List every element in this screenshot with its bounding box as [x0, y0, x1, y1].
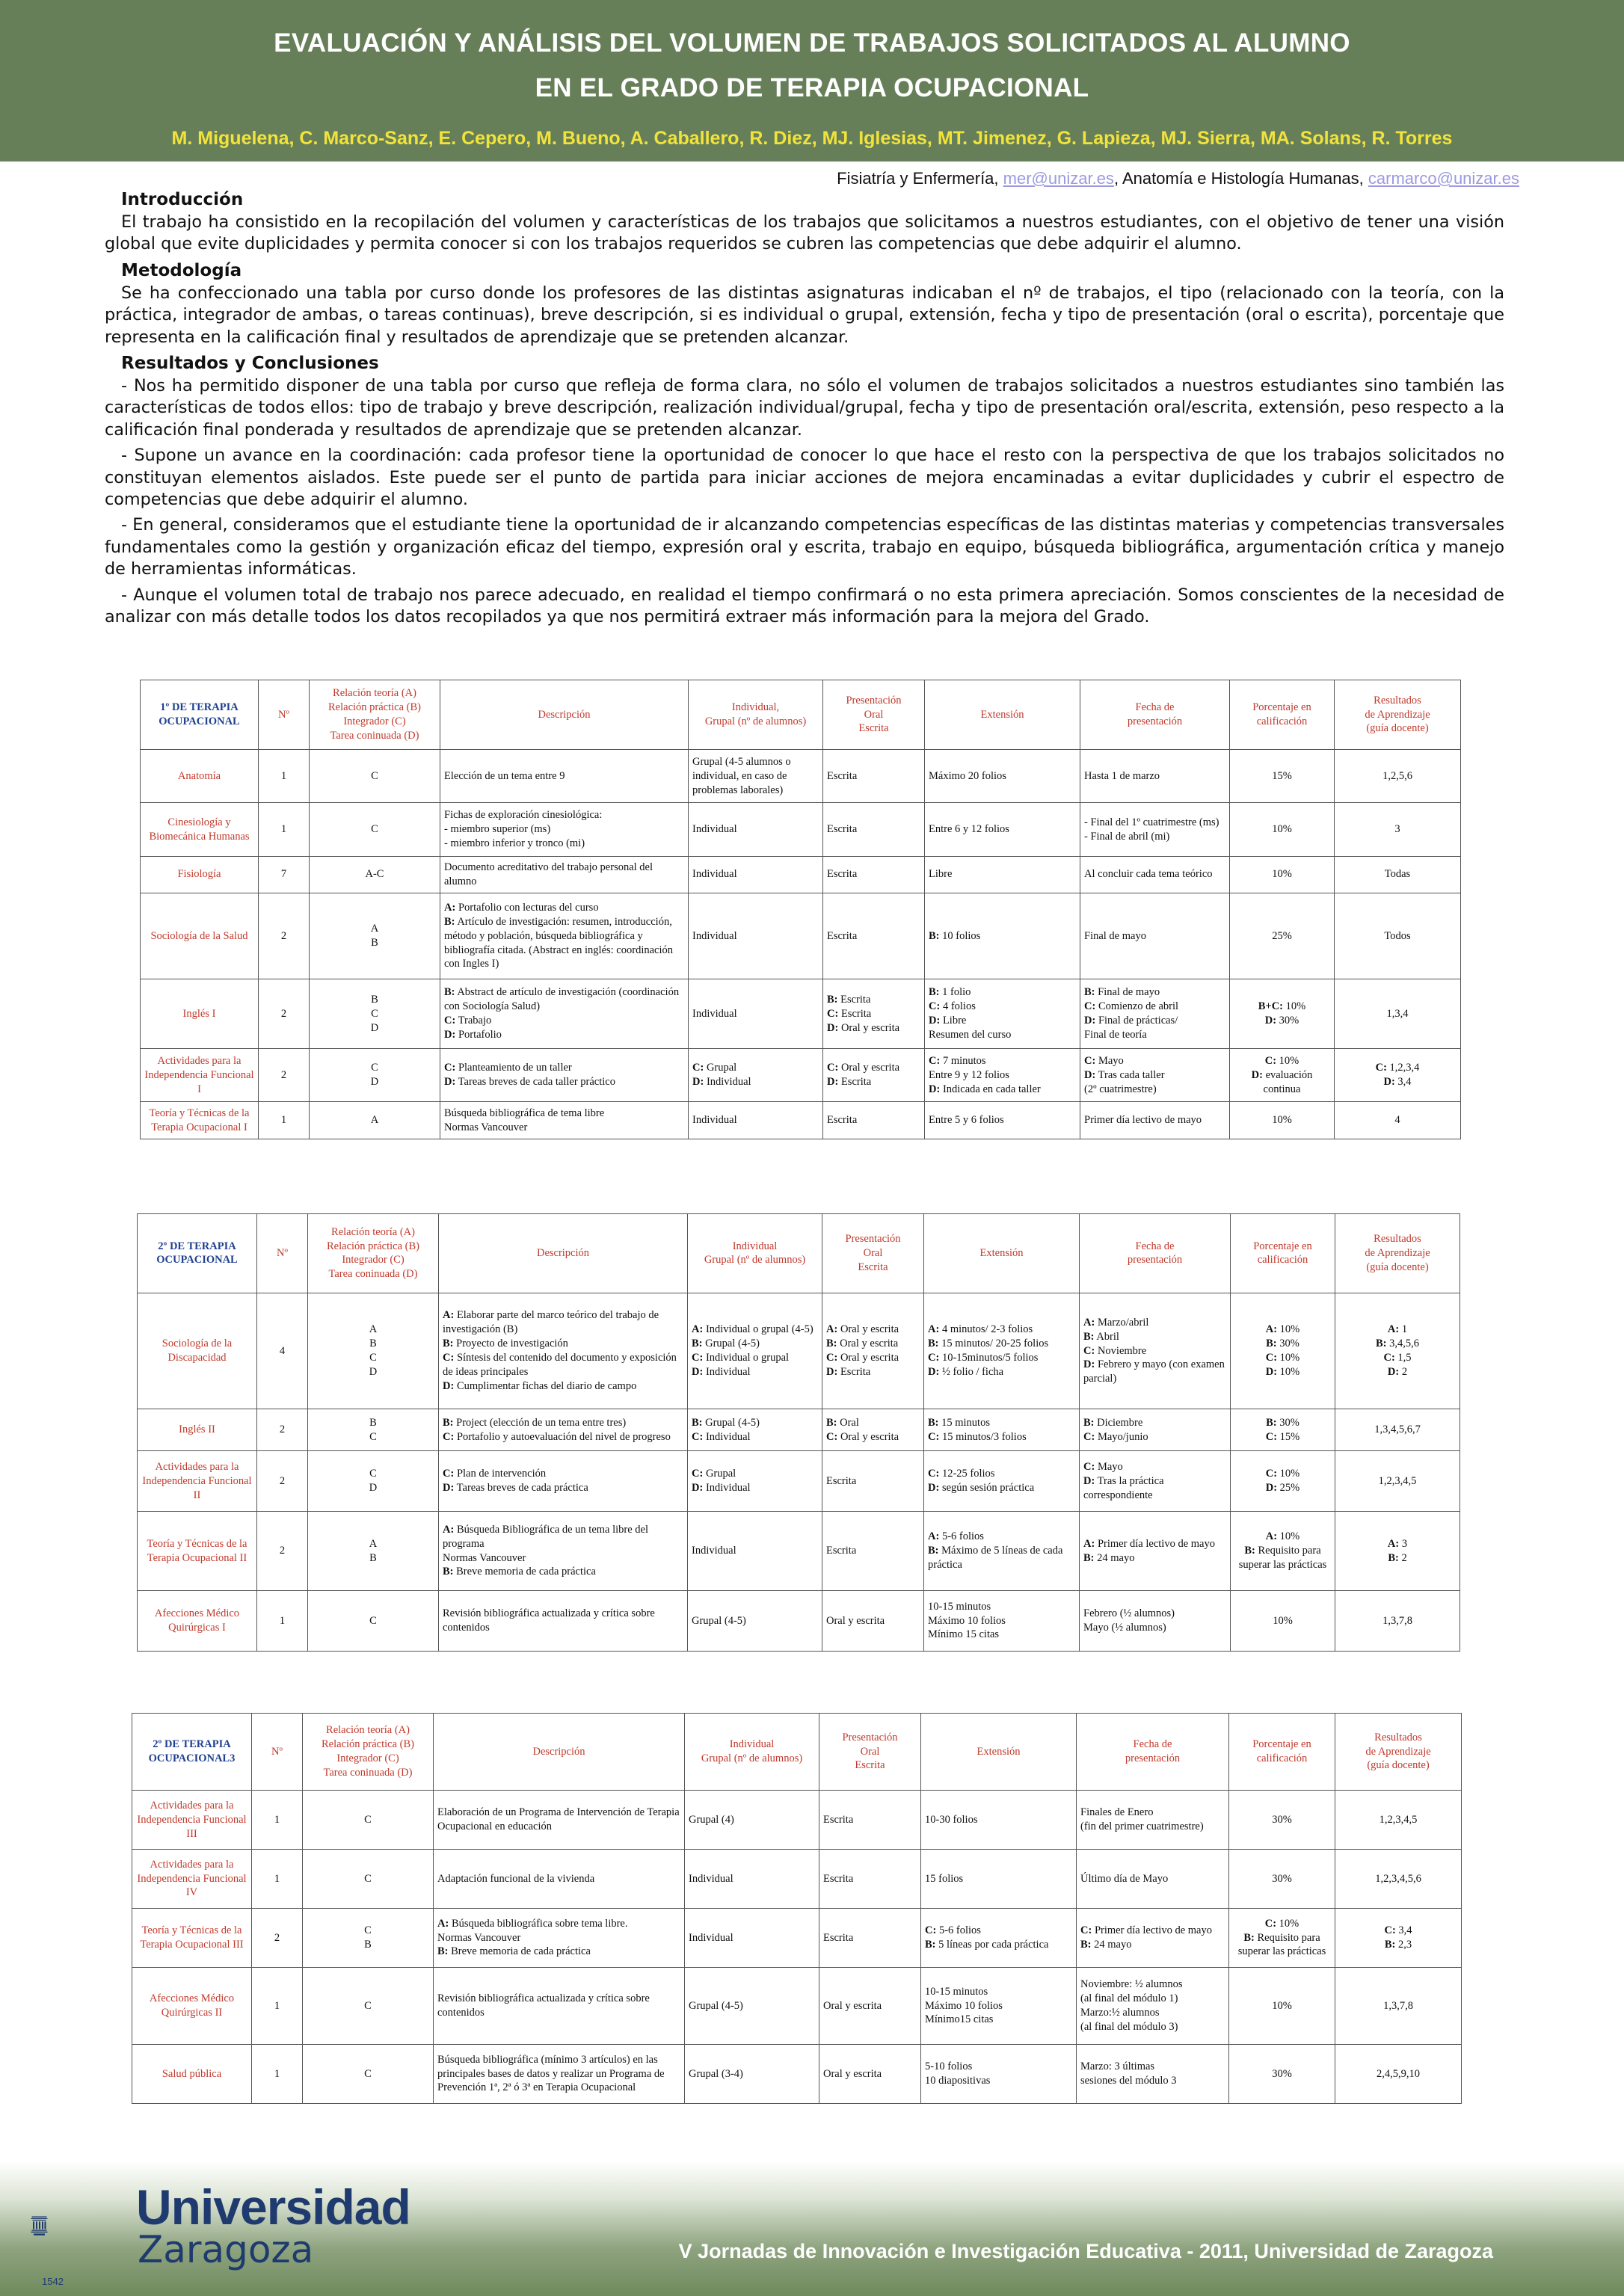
table-row: [141, 1102, 1461, 1139]
table-cell: Escrita: [819, 1850, 921, 1909]
table-cell: B: Grupal (4-5) C: Individual: [688, 1409, 822, 1451]
table-row: [138, 1590, 1460, 1651]
logo-caption: 1542: [42, 2276, 64, 2287]
column-header: Presentación Oral Escrita: [823, 680, 925, 750]
table-cell: C D: [310, 1049, 440, 1102]
subject-cell: Inglés I: [141, 979, 259, 1049]
table-cell: 1: [252, 1791, 303, 1850]
affiliation-dept2: , Anatomía e Histología Humanas,: [1113, 169, 1364, 188]
table-cell: 1: [257, 1590, 308, 1651]
table-cell: C: Mayo D: Tras la práctica correspondiente: [1080, 1451, 1231, 1512]
column-header: Relación teoría (A) Relación práctica (B) Integrador (C) Tarea coninuada (D): [310, 680, 440, 750]
table-cell: 1: [259, 1102, 310, 1139]
table-cell: Fichas de exploración cinesiológica: - miembro superior (ms) - miembro inferior y tronco (mi): [440, 803, 689, 856]
subject-cell: Cinesiología y Biomecánica Humanas: [141, 803, 259, 856]
table-cell: A: 1 B: 3,4,5,6 C: 1,5 D: 2: [1335, 1293, 1460, 1409]
table-cell: Escrita: [819, 1908, 921, 1967]
table-cell: Escrita: [822, 1512, 924, 1591]
column-header: Resultados de Aprendizaje (guía docente): [1335, 1214, 1460, 1293]
table-cell: 2: [252, 1908, 303, 1967]
method-paragraph: Se ha confeccionado una tabla por curso donde los profesores de las distintas asignaturas indicaban el nº de trabajos, el tipo (relacionado con la teoría, con la práctica, integrador de ambas, o tareas continuas), breve descripción, si es individual o grupal, extensión, fecha y tipo de presentación (oral o escrita), porcentaje que representa en la calificación final y resultados de aprendizaje que se pretenden alcanzar.: [105, 283, 1504, 347]
table-cell: A: Portafolio con lecturas del curso B: Artículo de investigación: resumen, introducción, método y población, búsqueda bibliográfica y bibliografía citada. (Abstract en inglés: coordinación con Ingles I): [440, 893, 689, 979]
table-cell: Elección de un tema entre 9: [440, 750, 689, 803]
table-cell: C: Mayo D: Tras cada taller (2º cuatrimestre): [1080, 1049, 1230, 1102]
table-cell: C: Plan de intervención D: Tareas breves de cada práctica: [439, 1451, 688, 1512]
table-cell: Individual: [689, 979, 823, 1049]
column-header: Nº: [259, 680, 310, 750]
table-cell: B: Oral C: Oral y escrita: [822, 1409, 924, 1451]
course-label: 2º DE TERAPIA OCUPACIONAL: [138, 1214, 257, 1293]
table-cell: 4: [257, 1293, 308, 1409]
table-cell: 1: [259, 750, 310, 803]
course-table-1: [140, 680, 1461, 1139]
column-header: Individual, Grupal (nº de alumnos): [689, 680, 823, 750]
table-cell: B: 30% C: 15%: [1231, 1409, 1335, 1451]
table-cell: B: Abstract de artículo de investigación (coordinación con Sociología Salud) C: Trabajo D: Portafolio: [440, 979, 689, 1049]
table-cell: C: 7 minutos Entre 9 y 12 folios D: Indicada en cada taller: [925, 1049, 1080, 1102]
table-row: [141, 856, 1461, 893]
table-cell: C: 5-6 folios B: 5 líneas por cada práctica: [921, 1908, 1077, 1967]
table-cell: Último día de Mayo: [1077, 1850, 1229, 1909]
table-cell: Individual: [685, 1908, 819, 1967]
table-row: [132, 2045, 1462, 2104]
table-cell: C: 10% D: evaluación continua: [1230, 1049, 1335, 1102]
table-cell: 2: [259, 893, 310, 979]
table-cell: Escrita: [822, 1451, 924, 1512]
table-cell: Escrita: [823, 750, 925, 803]
table-cell: Todos: [1335, 893, 1461, 979]
table-cell: 4: [1335, 1102, 1461, 1139]
conference-name: V Jornadas de Innovación e Investigación Educativa - 2011, Universidad de Zaragoza: [678, 2240, 1493, 2262]
intro-paragraph: El trabajo ha consistido en la recopilación del volumen y características de los trabajos que solicitamos a nuestros estudiantes, con el objetivo de tener una visión global que evite duplicidades y permita conocer si con los trabajos requeridos se cubren las competencias que debe adquirir el alumno.: [105, 212, 1504, 254]
table-cell: A-C: [310, 856, 440, 893]
column-header: Descripción: [440, 680, 689, 750]
table-cell: C: 12-25 folios D: según sesión práctica: [924, 1451, 1080, 1512]
table-cell: B C D: [310, 979, 440, 1049]
table-cell: Elaboración de un Programa de Intervención de Terapia Ocupacional en educación: [434, 1791, 685, 1850]
table-cell: 1: [252, 1850, 303, 1909]
table-cell: Documento acreditativo del trabajo personal del alumno: [440, 856, 689, 893]
table-cell: Búsqueda bibliográfica de tema libre Normas Vancouver: [440, 1102, 689, 1139]
column-header: Extensión: [921, 1714, 1077, 1791]
column-header: Extensión: [925, 680, 1080, 750]
table-cell: A: Primer día lectivo de mayo B: 24 mayo: [1080, 1512, 1231, 1591]
subject-cell: Afecciones Médico Quirúrgicas II: [132, 1967, 252, 2044]
table-cell: 10%: [1230, 856, 1335, 893]
subject-cell: Sociología de la Salud: [141, 893, 259, 979]
affiliation-dept1: Fisiatría y Enfermería,: [837, 169, 999, 188]
table-cell: Máximo 20 folios: [925, 750, 1080, 803]
table-cell: A: Búsqueda Bibliográfica de un tema libre del programa Normas Vancouver B: Breve memoria de cada práctica: [439, 1512, 688, 1591]
table-cell: 2: [259, 1049, 310, 1102]
results-paragraph: - Aunque el volumen total de trabajo nos parece adecuado, en realidad el tiempo confirmará o no esta primera apreciación. Somos conscientes de la necesidad de analizar con más detalle todos los datos recopilados ya que nos permitirá extraer más información para la mejora del Grado.: [105, 585, 1504, 627]
subject-cell: Teoría y Técnicas de la Terapia Ocupacional II: [138, 1512, 257, 1591]
table-cell: A: Búsqueda bibliográfica sobre tema libre. Normas Vancouver B: Breve memoria de cada práctica: [434, 1908, 685, 1967]
table-cell: C: [303, 2045, 434, 2104]
course-label: 2º DE TERAPIA OCUPACIONAL3: [132, 1714, 252, 1791]
subject-cell: Teoría y Técnicas de la Terapia Ocupacional I: [141, 1102, 259, 1139]
table-cell: Individual: [688, 1512, 822, 1591]
column-header: Extensión: [924, 1214, 1080, 1293]
table-cell: 7: [259, 856, 310, 893]
table-cell: Oral y escrita: [819, 1967, 921, 2044]
table-cell: Grupal (4-5 alumnos o individual, en caso de problemas laborales): [689, 750, 823, 803]
table-cell: Oral y escrita: [822, 1590, 924, 1651]
table-cell: C: 10% D: 25%: [1231, 1451, 1335, 1512]
column-header: Presentación Oral Escrita: [822, 1214, 924, 1293]
poster-title-line1: EVALUACIÓN Y ANÁLISIS DEL VOLUMEN DE TRABAJOS SOLICITADOS AL ALUMNO: [274, 28, 1350, 58]
table-cell: Noviembre: ½ alumnos (al final del módulo 1) Marzo:½ alumnos (al final del módulo 3): [1077, 1967, 1229, 2044]
table-cell: - Final del 1º cuatrimestre (ms) - Final de abril (mi): [1080, 803, 1230, 856]
table-cell: 5-10 folios 10 diapositivas: [921, 2045, 1077, 2104]
table-cell: Todas: [1335, 856, 1461, 893]
table-cell: C: Oral y escrita D: Escrita: [823, 1049, 925, 1102]
table-cell: Escrita: [823, 1102, 925, 1139]
column-header: Individual Grupal (nº de alumnos): [688, 1214, 822, 1293]
subject-cell: Actividades para la Independencia Funcional III: [132, 1791, 252, 1850]
table-cell: C: 1,2,3,4 D: 3,4: [1335, 1049, 1461, 1102]
poster-title-line2: EN EL GRADO DE TERAPIA OCUPACIONAL: [535, 73, 1089, 102]
table-cell: B: Escrita C: Escrita D: Oral y escrita: [823, 979, 925, 1049]
table-cell: 15%: [1230, 750, 1335, 803]
column-header: Descripción: [434, 1714, 685, 1791]
table-header-row: [141, 680, 1461, 750]
results-heading: Resultados y Conclusiones: [121, 354, 379, 374]
table-cell: C D: [308, 1451, 439, 1512]
column-header: Nº: [257, 1214, 308, 1293]
table-cell: Febrero (½ alumnos) Mayo (½ alumnos): [1080, 1590, 1231, 1651]
column-header: Relación teoría (A) Relación práctica (B) Integrador (C) Tarea coninuada (D): [303, 1714, 434, 1791]
table-cell: B+C: 10% D: 30%: [1230, 979, 1335, 1049]
subject-cell: Actividades para la Independencia Funcional II: [138, 1451, 257, 1512]
table-cell: 1,2,3,4,5,6: [1335, 1850, 1462, 1909]
table-cell: 1: [252, 1967, 303, 2044]
subject-cell: Salud pública: [132, 2045, 252, 2104]
table-cell: Grupal (4-5): [685, 1967, 819, 2044]
email-link-1[interactable]: mer@unizar.es: [1003, 169, 1114, 188]
table-cell: 25%: [1230, 893, 1335, 979]
results-paragraph: - En general, consideramos que el estudiante tiene la oportunidad de ir alcanzando competencias específicas de las distintas materias y competencias transversales fundamentales como la gestión y organización eficaz del tiempo, expresión oral y escrita, trabajo en equipo, búsqueda bibliográfica, argumentación crítica y manejo de herramientas informáticas.: [105, 515, 1504, 579]
table-row: [141, 893, 1461, 979]
table-cell: Grupal (4-5): [688, 1590, 822, 1651]
table-cell: 1,3,4,5,6,7: [1335, 1409, 1460, 1451]
table-cell: A: 10% B: Requisito para superar las prácticas: [1231, 1512, 1335, 1591]
table-cell: C: [303, 1850, 434, 1909]
header-banner: [0, 0, 1624, 161]
table-cell: A: 3 B: 2: [1335, 1512, 1460, 1591]
table-header-row: [132, 1714, 1462, 1791]
table-cell: 30%: [1229, 1791, 1335, 1850]
table-row: [141, 979, 1461, 1049]
table-cell: Al concluir cada tema teórico: [1080, 856, 1230, 893]
table-cell: A B: [308, 1512, 439, 1591]
table-cell: Entre 5 y 6 folios: [925, 1102, 1080, 1139]
table-cell: Finales de Enero (fin del primer cuatrimestre): [1077, 1791, 1229, 1850]
university-logo-city: Zaragoza: [138, 2228, 314, 2271]
table-row: [132, 1791, 1462, 1850]
table-cell: 1,3,7,8: [1335, 1967, 1462, 2044]
column-header: Relación teoría (A) Relación práctica (B) Integrador (C) Tarea coninuada (D): [308, 1214, 439, 1293]
course-table-2: [137, 1213, 1460, 1652]
table-cell: C: Grupal D: Individual: [688, 1451, 822, 1512]
table-cell: Escrita: [823, 856, 925, 893]
subject-cell: Afecciones Médico Quirúrgicas I: [138, 1590, 257, 1651]
table-cell: 10-15 minutos Máximo 10 folios Mínimo 15 citas: [924, 1590, 1080, 1651]
table-cell: 3: [1335, 803, 1461, 856]
table-cell: Final de mayo: [1080, 893, 1230, 979]
table-cell: 1,2,3,4,5: [1335, 1791, 1462, 1850]
table-row: [138, 1512, 1460, 1591]
table-cell: 10-30 folios: [921, 1791, 1077, 1850]
table-cell: 1,3,7,8: [1335, 1590, 1460, 1651]
table-cell: A: Elaborar parte del marco teórico del trabajo de investigación (B) B: Proyecto de investigación C: Síntesis del contenido del documento y exposición de ideas principales D: Cumplimentar fichas del diario de campo: [439, 1293, 688, 1409]
course-table-3: [132, 1713, 1462, 2104]
column-header: Individual Grupal (nº de alumnos): [685, 1714, 819, 1791]
table-cell: Adaptación funcional de la vivienda: [434, 1850, 685, 1909]
table-cell: Marzo: 3 últimas sesiones del módulo 3: [1077, 2045, 1229, 2104]
table-cell: 2: [257, 1409, 308, 1451]
table-cell: Revisión bibliográfica actualizada y crítica sobre contenidos: [439, 1590, 688, 1651]
table-cell: C: Primer día lectivo de mayo B: 24 mayo: [1077, 1908, 1229, 1967]
table-cell: Hasta 1 de marzo: [1080, 750, 1230, 803]
table-cell: A B: [310, 893, 440, 979]
table-cell: B: Final de mayo C: Comienzo de abril D: Final de prácticas/ Final de teoría: [1080, 979, 1230, 1049]
table-cell: 30%: [1229, 1850, 1335, 1909]
table-cell: 2: [257, 1451, 308, 1512]
subject-cell: Teoría y Técnicas de la Terapia Ocupacional III: [132, 1908, 252, 1967]
table-cell: A: [310, 1102, 440, 1139]
table-cell: 1: [259, 803, 310, 856]
column-header: Nº: [252, 1714, 303, 1791]
poster-body-text: [105, 188, 1504, 633]
table-cell: 1,2,3,4,5: [1335, 1451, 1460, 1512]
table-cell: C: [303, 1967, 434, 2044]
table-cell: Búsqueda bibliográfica (mínimo 3 artículos) en las principales bases de datos y realizar un Programa de Prevención 1ª, 2ª ó 3ª en Terapia Ocupacional: [434, 2045, 685, 2104]
table-cell: 1: [252, 2045, 303, 2104]
table-cell: Entre 6 y 12 folios: [925, 803, 1080, 856]
table-cell: Libre: [925, 856, 1080, 893]
table-header-row: [138, 1214, 1460, 1293]
table-cell: B: 15 minutos C: 15 minutos/3 folios: [924, 1409, 1080, 1451]
results-paragraph: - Nos ha permitido disponer de una tabla por curso que refleja de forma clara, no sólo el volumen de trabajos solicitados a nuestros estudiantes sino también las características de todos ellos: tipo de trabajo y breve descripción, realización individual/grupal, fecha y tipo de presentación oral/escrita, extensión, peso respecto a la calificación final ponderada y resultados de aprendizaje que se pretenden alcanzar.: [105, 376, 1504, 440]
table-row: [141, 750, 1461, 803]
table-cell: Individual: [689, 803, 823, 856]
table-cell: Grupal (4): [685, 1791, 819, 1850]
authors-list: M. Miguelena, C. Marco-Sanz, E. Cepero, M. Bueno, A. Caballero, R. Diez, MJ. Iglesias, MT. Jimenez, G. Lapieza, MJ. Sierra, MA. Solans, R. Torres: [171, 128, 1453, 149]
table-cell: A: 10% B: 30% C: 10% D: 10%: [1231, 1293, 1335, 1409]
table-cell: B: 1 folio C: 4 folios D: Libre Resumen del curso: [925, 979, 1080, 1049]
table-cell: Escrita: [823, 803, 925, 856]
table-cell: C B: [303, 1908, 434, 1967]
table-cell: 2: [259, 979, 310, 1049]
table-cell: B C: [308, 1409, 439, 1451]
column-header: Fecha de presentación: [1077, 1714, 1229, 1791]
table-cell: Escrita: [819, 1791, 921, 1850]
method-heading: Metodología: [121, 260, 242, 280]
course-label: 1º DE TERAPIA OCUPACIONAL: [141, 680, 259, 750]
table-cell: 2,4,5,9,10: [1335, 2045, 1462, 2104]
table-cell: A: 4 minutos/ 2-3 folios B: 15 minutos/ 20-25 folios C: 10-15minutos/5 folios D: ½ folio / ficha: [924, 1293, 1080, 1409]
subject-cell: Inglés II: [138, 1409, 257, 1451]
subject-cell: Anatomía: [141, 750, 259, 803]
table-row: [138, 1409, 1460, 1451]
table-cell: C: 10% B: Requisito para superar las prácticas: [1229, 1908, 1335, 1967]
column-header: Fecha de presentación: [1080, 680, 1230, 750]
intro-heading: Introducción: [121, 190, 244, 209]
table-row: [132, 1908, 1462, 1967]
column-header: Fecha de presentación: [1080, 1214, 1231, 1293]
table-cell: 10-15 minutos Máximo 10 folios Mínimo15 citas: [921, 1967, 1077, 2044]
table-cell: C: [308, 1590, 439, 1651]
table-cell: Individual: [689, 1102, 823, 1139]
email-link-2[interactable]: carmarco@unizar.es: [1368, 169, 1519, 188]
university-building-icon: [30, 2183, 127, 2273]
table-cell: Escrita: [823, 893, 925, 979]
table-cell: 10%: [1229, 1967, 1335, 2044]
table-cell: B: Diciembre C: Mayo/junio: [1080, 1409, 1231, 1451]
table-cell: Individual: [689, 893, 823, 979]
table-cell: C: [310, 750, 440, 803]
table-cell: 2: [257, 1512, 308, 1591]
table-cell: 10%: [1231, 1590, 1335, 1651]
table-cell: Individual: [689, 856, 823, 893]
table-row: [138, 1293, 1460, 1409]
table-cell: C: [310, 803, 440, 856]
column-header: Descripción: [439, 1214, 688, 1293]
table-cell: A: 5-6 folios B: Máximo de 5 líneas de cada práctica: [924, 1512, 1080, 1591]
table-row: [141, 803, 1461, 856]
column-header: Resultados de Aprendizaje (guía docente): [1335, 680, 1461, 750]
table-cell: Oral y escrita: [819, 2045, 921, 2104]
table-cell: A: Marzo/abril B: Abril C: Noviembre D: Febrero y mayo (con examen parcial): [1080, 1293, 1231, 1409]
table-cell: A: Oral y escrita B: Oral y escrita C: Oral y escrita D: Escrita: [822, 1293, 924, 1409]
table-cell: C: [303, 1791, 434, 1850]
table-cell: 30%: [1229, 2045, 1335, 2104]
table-cell: 15 folios: [921, 1850, 1077, 1909]
table-cell: Grupal (3-4): [685, 2045, 819, 2104]
subject-cell: Actividades para la Independencia Funcional I: [141, 1049, 259, 1102]
column-header: Porcentaje en calificación: [1229, 1714, 1335, 1791]
subject-cell: Fisiología: [141, 856, 259, 893]
table-cell: C: Planteamiento de un taller D: Tareas breves de cada taller práctico: [440, 1049, 689, 1102]
table-row: [132, 1967, 1462, 2044]
table-row: [138, 1451, 1460, 1512]
table-cell: B: Project (elección de un tema entre tres) C: Portafolio y autoevaluación del nivel de progreso: [439, 1409, 688, 1451]
column-header: Resultados de Aprendizaje (guía docente): [1335, 1714, 1462, 1791]
subject-cell: Sociología de la Discapacidad: [138, 1293, 257, 1409]
university-logo-word: Universidad: [136, 2179, 410, 2235]
column-header: Porcentaje en calificación: [1230, 680, 1335, 750]
column-header: Presentación Oral Escrita: [819, 1714, 921, 1791]
table-cell: A B C D: [308, 1293, 439, 1409]
table-cell: B: 10 folios: [925, 893, 1080, 979]
table-cell: Primer día lectivo de mayo: [1080, 1102, 1230, 1139]
results-paragraph: - Supone un avance en la coordinación: cada profesor tiene la oportunidad de conocer lo que hace el resto con la perspectiva de que los trabajos solicitados no constituyan elementos aislados. Este puede ser el punto de partida para iniciar acciones de mejora encaminadas a evitar duplicidades y cubrir el espectro de competencias que debe adquirir el alumno.: [105, 446, 1504, 510]
table-cell: A: Individual o grupal (4-5) B: Grupal (4-5) C: Individual o grupal D: Individual: [688, 1293, 822, 1409]
table-row: [141, 1049, 1461, 1102]
table-cell: Revisión bibliográfica actualizada y crítica sobre contenidos: [434, 1967, 685, 2044]
table-row: [132, 1850, 1462, 1909]
table-cell: 1,2,5,6: [1335, 750, 1461, 803]
table-cell: C: 3,4 B: 2,3: [1335, 1908, 1462, 1967]
table-cell: C: Grupal D: Individual: [689, 1049, 823, 1102]
table-cell: 1,3,4: [1335, 979, 1461, 1049]
affiliation: [837, 169, 1519, 188]
table-cell: Individual: [685, 1850, 819, 1909]
table-cell: 10%: [1230, 803, 1335, 856]
subject-cell: Actividades para la Independencia Funcional IV: [132, 1850, 252, 1909]
table-cell: 10%: [1230, 1102, 1335, 1139]
column-header: Porcentaje en calificación: [1231, 1214, 1335, 1293]
